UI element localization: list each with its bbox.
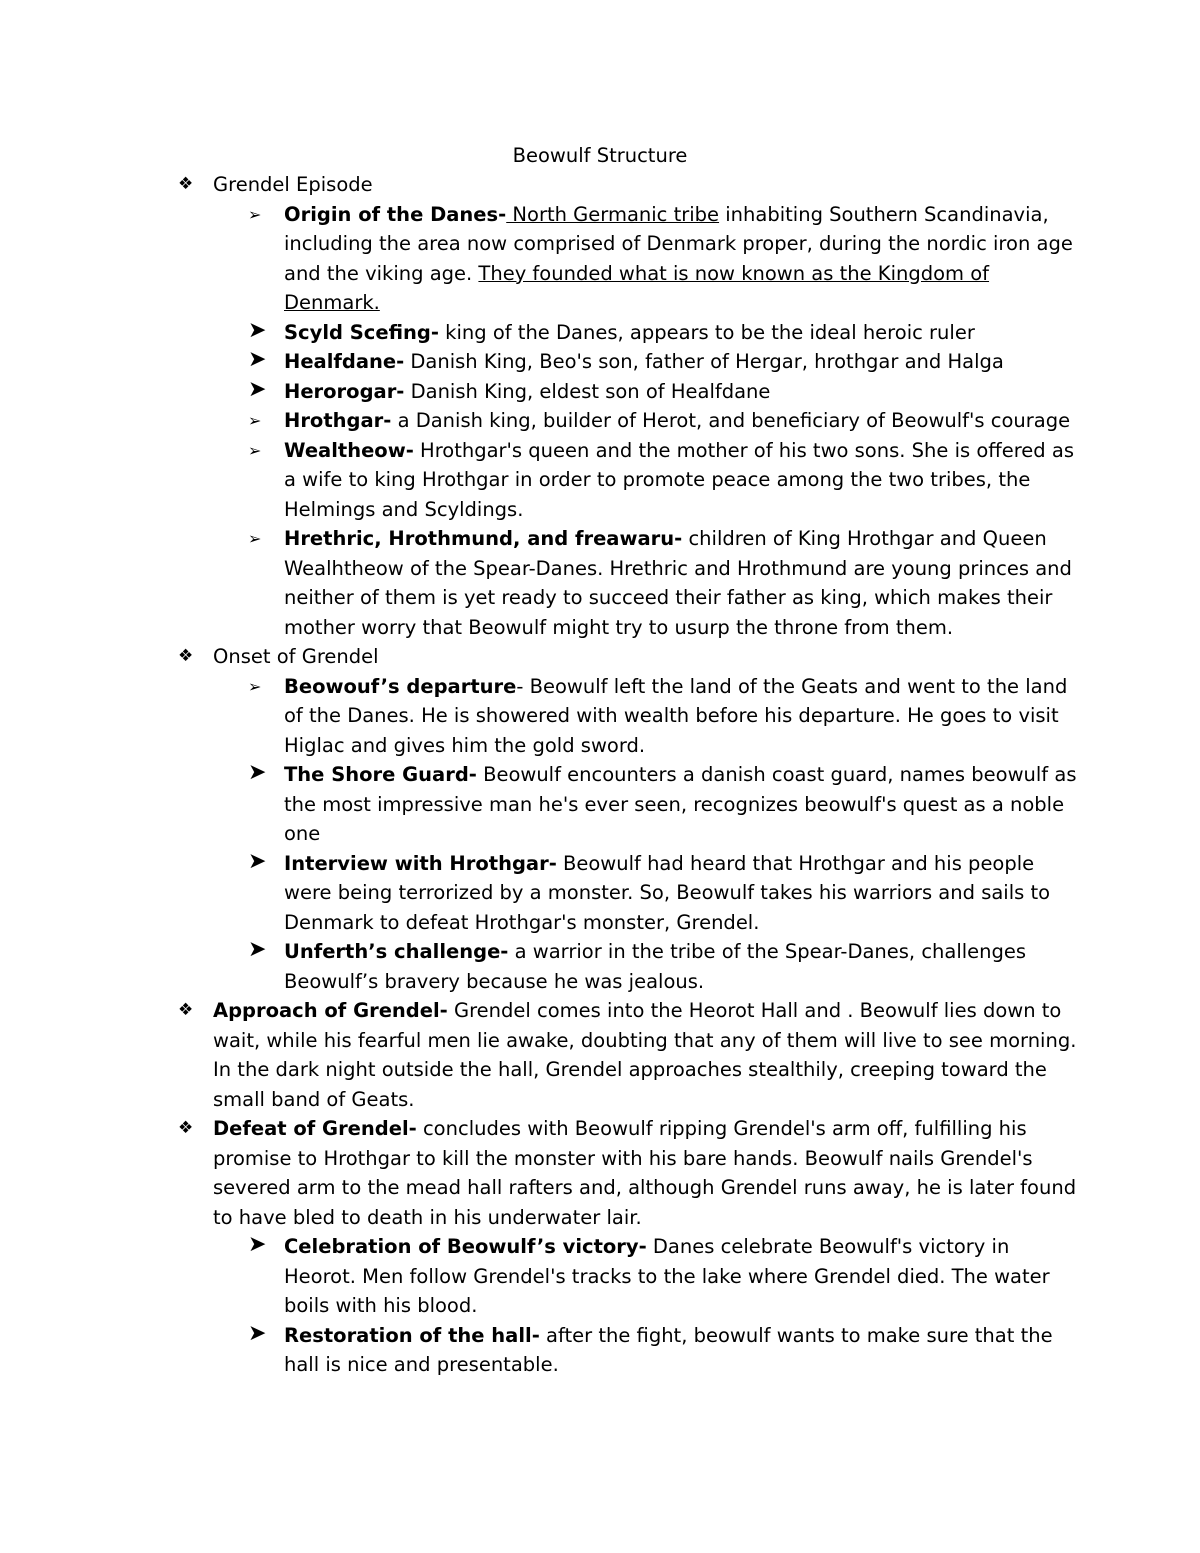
item-term: Hrothgar- bbox=[284, 409, 392, 432]
item-text: Danish King, eldest son of Healfdane bbox=[404, 379, 771, 403]
diamond-bullet-icon: ❖ bbox=[178, 1000, 194, 1020]
document-title: Beowulf Structure bbox=[512, 144, 688, 167]
item-term: Restoration of the hall- bbox=[284, 1323, 540, 1347]
section-heading: Grendel Episode bbox=[213, 173, 373, 196]
section-heading: Onset of Grendel bbox=[213, 645, 379, 668]
arrow-bullet-icon: ➢ bbox=[248, 440, 262, 460]
list-item bbox=[0, 760, 1200, 849]
list-item bbox=[0, 436, 1200, 525]
arrow-bullet-icon: ➤ bbox=[248, 376, 267, 402]
item-term: Origin of the Danes- bbox=[284, 202, 507, 226]
list-item bbox=[0, 672, 1200, 761]
arrow-bullet-icon: ➤ bbox=[248, 937, 267, 962]
list-item bbox=[0, 524, 1200, 642]
section-defeat-of-grendel bbox=[0, 1114, 1200, 1232]
item-term: Herorogar- bbox=[284, 379, 405, 403]
list-item bbox=[0, 347, 1200, 377]
item-text: inhabiting Southern Scandinavia, including the area now comprised of Denmark proper, during the nordic iron age and the viking age. bbox=[284, 202, 1073, 285]
list-item bbox=[0, 406, 1200, 436]
arrow-bullet-icon: ➤ bbox=[248, 347, 267, 372]
item-text: - Beowulf left the land of the Geats and went to the land of the Danes. He is showered with wealth before his departure. He goes to visit Higlac and gives him the gold sword. bbox=[284, 674, 1068, 757]
item-term: Celebration of Beowulf’s victory- bbox=[284, 1235, 647, 1258]
item-term: Interview with Hrothgar- bbox=[284, 851, 557, 875]
diamond-bullet-icon: ❖ bbox=[178, 1118, 194, 1138]
document-body bbox=[0, 170, 1200, 1380]
section-approach-of-grendel bbox=[0, 996, 1200, 1114]
item-term: Hrethric, Hrothmund, and freawaru- bbox=[284, 527, 683, 550]
item-text: children of King Hrothgar and Queen Wealhtheow of the Spear-Danes. Hrethric and Hrothmund are young princes and neither of them is yet ready to succeed their father as king, which makes their mother worry that Beowulf might try to usurp the throne from them. bbox=[284, 527, 1072, 639]
arrow-bullet-icon: ➢ bbox=[248, 529, 262, 548]
arrow-bullet-icon: ➢ bbox=[248, 204, 262, 224]
section-term: Defeat of Grendel- bbox=[213, 1117, 417, 1140]
arrow-bullet-icon: ➤ bbox=[248, 1232, 267, 1257]
section-grendel-episode bbox=[0, 170, 1200, 200]
item-term: Healfdane- bbox=[284, 350, 405, 373]
item-term: Unferth’s challenge- bbox=[284, 940, 509, 963]
item-text: a warrior in the tribe of the Spear-Danes, challenges Beowulf’s bravery because he was jealous. bbox=[284, 940, 1027, 993]
list-item bbox=[0, 1321, 1200, 1380]
list-item bbox=[0, 937, 1200, 996]
section-onset-of-grendel bbox=[0, 642, 1200, 672]
item-text: Danish King, Beo's son, father of Hergar, hrothgar and Halga bbox=[404, 350, 1004, 373]
item-text: Danes celebrate Beowulf's victory in Heorot. Men follow Grendel's tracks to the lake where Grendel died. The water boils with his blood. bbox=[284, 1235, 1050, 1317]
section-term: Approach of Grendel- bbox=[213, 999, 448, 1022]
item-text: Beowulf had heard that Hrothgar and his people were being terrorized by a monster. So, Beowulf takes his warriors and sails to Denmark to defeat Hrothgar's monster, Grendel. bbox=[284, 851, 1051, 934]
item-text: Hrothgar's queen and the mother of his two sons. She is offered as a wife to king Hrothgar in order to promote peace among the two tribes, the Helmings and Scyldings. bbox=[284, 438, 1074, 521]
list-item bbox=[0, 849, 1200, 938]
arrow-bullet-icon: ➤ bbox=[248, 1320, 267, 1346]
item-text: king of the Danes, appears to be the ideal heroic ruler bbox=[438, 320, 975, 344]
item-underlined-text: North Germanic tribe bbox=[506, 202, 720, 226]
arrow-bullet-icon: ➤ bbox=[248, 760, 267, 785]
diamond-bullet-icon: ❖ bbox=[178, 646, 194, 666]
list-item bbox=[0, 377, 1200, 407]
section-text: Grendel comes into the Heorot Hall and . Beowulf lies down to wait, while his fearful men lie awake, doubting that any of them will live to see morning. In the dark night outside the hall, Grendel approaches stealthily, creeping toward the small band of Geats. bbox=[213, 999, 1077, 1111]
item-text: Beowulf encounters a danish coast guard, names beowulf as the most impressive man he's ever seen, recognizes beowulf's quest as a noble one bbox=[284, 763, 1077, 845]
item-term: Beowouf’s departure bbox=[284, 674, 517, 698]
item-term: Wealtheow- bbox=[284, 438, 414, 462]
section-text: concludes with Beowulf ripping Grendel's arm off, fulfilling his promise to Hrothgar to kill the monster with his bare hands. Beowulf nails Grendel's severed arm to the mead hall rafters and, although Grendel runs away, he is later found to have bled to death in his underwater lair. bbox=[213, 1117, 1077, 1229]
item-underlined-text: They founded what is now known as the Kingdom of Denmark. bbox=[284, 261, 990, 314]
list-item bbox=[0, 200, 1200, 318]
item-term: Scyld Scefing- bbox=[284, 320, 439, 344]
arrow-bullet-icon: ➢ bbox=[248, 411, 262, 430]
arrow-bullet-icon: ➢ bbox=[248, 676, 262, 696]
list-item bbox=[0, 1232, 1200, 1321]
list-item bbox=[0, 318, 1200, 348]
item-term: The Shore Guard- bbox=[284, 763, 477, 786]
diamond-bullet-icon: ❖ bbox=[178, 174, 194, 194]
item-text: a Danish king, builder of Herot, and beneficiary of Beowulf's courage bbox=[391, 409, 1071, 432]
arrow-bullet-icon: ➤ bbox=[248, 317, 267, 343]
arrow-bullet-icon: ➤ bbox=[248, 848, 267, 874]
item-text: after the fight, beowulf wants to make sure that the hall is nice and presentable. bbox=[284, 1323, 1053, 1376]
